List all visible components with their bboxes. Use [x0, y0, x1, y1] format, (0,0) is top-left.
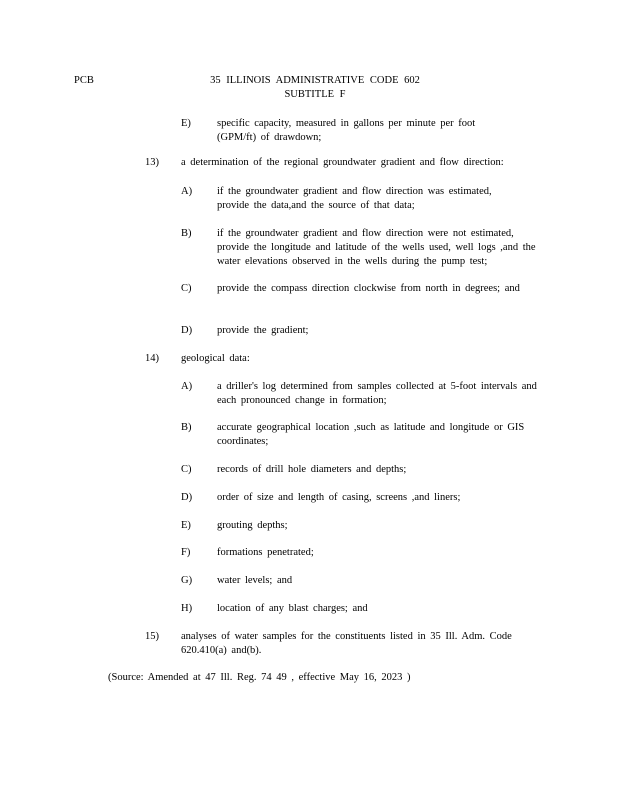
- item-label: B): [181, 422, 192, 433]
- header-subtitle-line: SUBTITLE F: [284, 89, 346, 100]
- item-label: A): [181, 381, 193, 392]
- item-text: specific capacity, measured in gallons per minute per foot (GPM/ft) of drawdown;: [217, 118, 476, 143]
- item-label: 14): [145, 353, 159, 364]
- header-code-title: [150, 74, 480, 102]
- item-label: E): [181, 520, 191, 531]
- item-text: water levels; and: [217, 575, 293, 586]
- header-code-line: 35 ILLINOIS ADMINISTRATIVE CODE 602: [210, 75, 420, 86]
- item-label: A): [181, 186, 193, 197]
- item-text: a determination of the regional groundwater gradient and flow direction:: [181, 157, 504, 168]
- item-label: 13): [145, 157, 159, 168]
- source-note: (Source: Amended at 47 Ill. Reg. 74 49 , effective May 16, 2023 ): [108, 672, 411, 683]
- item-label: D): [181, 325, 193, 336]
- item-label: 15): [145, 631, 159, 642]
- item-text: a driller's log determined from samples collected at 5-foot intervals and each pronounced change in formation;: [217, 381, 537, 406]
- item-label: C): [181, 464, 192, 475]
- item-label: E): [181, 118, 191, 129]
- item-text: analyses of water samples for the constituents listed in 35 Ill. Adm. Code 620.410(a) and(b).: [181, 631, 512, 656]
- item-text: grouting depths;: [217, 520, 288, 531]
- item-text: if the groundwater gradient and flow direction was estimated, provide the data,and the source of that data;: [217, 186, 492, 211]
- item-text: location of any blast charges; and: [217, 603, 368, 614]
- item-text: formations penetrated;: [217, 547, 314, 558]
- item-label: F): [181, 547, 191, 558]
- item-text: if the groundwater gradient and flow direction were not estimated, provide the longitude and latitude of the wells used, well logs ,and the water elevations observed in the wells during the pump test;: [217, 228, 536, 267]
- item-text: provide the compass direction clockwise from north in degrees; and: [217, 283, 520, 294]
- item-text: provide the gradient;: [217, 325, 309, 336]
- item-label: B): [181, 228, 192, 239]
- item-label: G): [181, 575, 193, 586]
- item-text: geological data:: [181, 353, 250, 364]
- item-text: accurate geographical location ,such as latitude and longitude or GIS coordinates;: [217, 422, 525, 447]
- header-agency: PCB: [74, 75, 94, 86]
- item-text: order of size and length of casing, screens ,and liners;: [217, 492, 461, 503]
- item-label: H): [181, 603, 193, 614]
- item-label: D): [181, 492, 193, 503]
- item-text: records of drill hole diameters and depths;: [217, 464, 407, 475]
- item-label: C): [181, 283, 192, 294]
